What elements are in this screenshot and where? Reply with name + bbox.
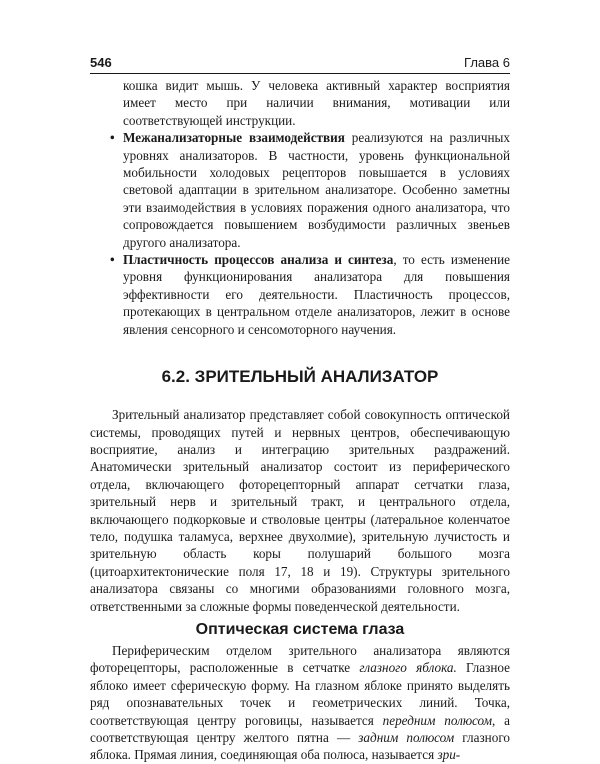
intro-continuation: кошка видит мышь. У человека активный характер восприятия имеет место при наличии внимания, мотивации или соответствующей инструкции. (123, 78, 510, 128)
bullet-text: реализуются на различных уровнях анализаторов. В частности, уровень функциональной мобильности холодовых рецепторов повышается в условиях световой адаптации в зрительном анализаторе. Особенно заметны эти взаимодействия в условиях поражения одного анализатора, что сопровождается повышением возбудимости различных звеньев другого анализатора. (123, 130, 510, 250)
page-body (90, 77, 510, 764)
bullet-text: , то есть изменение уровня функционирования анализатора для повышения эффективности его деятельности. Пластичность процессов, протекающих в центральном отделе анализаторов, лежит в основе явления сенсорного и сенсомоторного научения. (123, 252, 511, 337)
subsection-paragraph (90, 642, 510, 764)
italic-term: зри- (437, 747, 461, 763)
text-run: глазного яблока. Прямая линия, соединяющая оба полюса, называется (90, 730, 510, 763)
subsection-heading: Оптическая система глаза (195, 620, 405, 638)
bullet-dot: • (110, 252, 115, 268)
italic-term: передним полюсом (382, 712, 493, 728)
text-run: Периферическим отделом зрительного анализатора являются фоторецепторы, расположенные в сетчатке (90, 642, 510, 676)
running-head (90, 55, 510, 70)
section-heading: 6.2. ЗРИТЕЛЬНЫЙ АНАЛИЗАТОР (161, 367, 439, 387)
bullet-term: Пластичность процессов анализа и синтеза (123, 252, 394, 268)
section-paragraph: Зрительный анализатор представляет собой совокупность оптической системы, проводящих путей и нервных центров, обеспечивающую восприятие, анализ и интеграцию зрительных раздражений. Анатомически зрительный анализатор состоит из периферического отдела, включающего фоторецепторный аппарат сетчатки глаза, зрительный нерв и зрительный тракт, и центрального отдела, включающего подкорковые и стволовые центры (латеральное коленчатое тело, подушка таламуса, верхнее двухолмие), зрительную лучистость и зрительную область коры полушарий большого мозга (цитоархитектонические поля 17, 18 и 19). Структуры зрительного анализатора связаны со многими образованиями головного мозга, ответственными за сложные формы поведенческой деятельности. (90, 407, 510, 614)
bullet-term: Межанализаторные взаимодействия (123, 130, 345, 146)
chapter-label: Глава 6 (464, 55, 510, 70)
italic-term: глазного яблока. (359, 660, 457, 676)
text-run: Глазное яблоко имеет сферическую форму. На глазном яблоке принято выделять ряд опознавательных точек и геометрических линий. Точка, соответствующая центру роговицы, называется (90, 660, 510, 728)
bullet-item (90, 251, 510, 338)
bullet-dot: • (110, 130, 115, 146)
page-number: 546 (90, 55, 112, 70)
text-run: , а соответствующая центру желтого пятна — (90, 712, 510, 745)
header-rule (90, 73, 510, 74)
italic-term: задним полюсом (358, 730, 455, 745)
bullet-item (90, 129, 510, 251)
